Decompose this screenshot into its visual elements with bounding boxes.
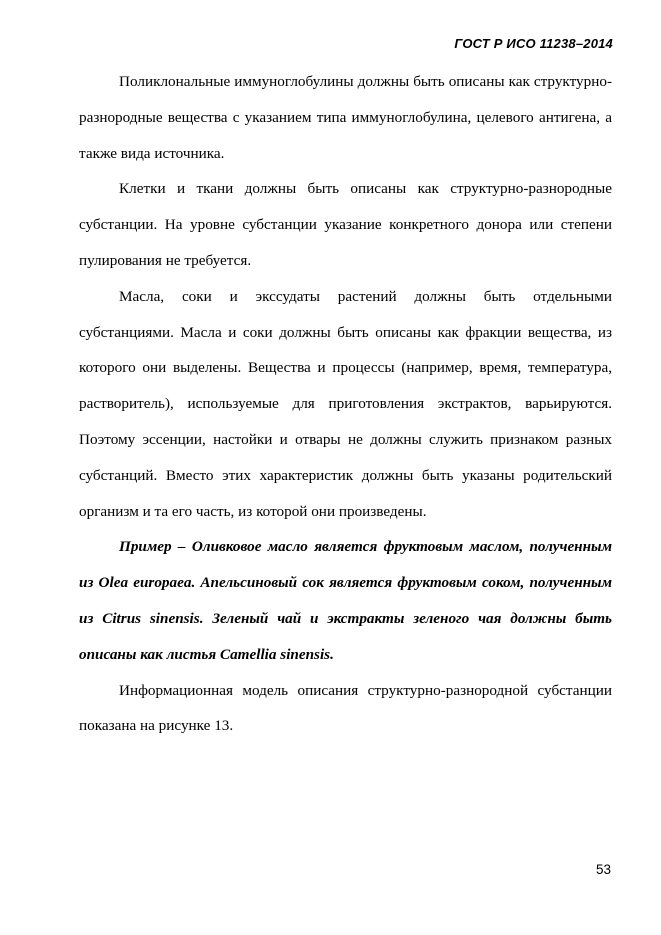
page-number: 53 [595,862,611,877]
paragraph-oils-juices-exudates: Масла, соки и экссудаты растений должны быть отдельными субстанциями. Масла и соки должны быть описаны как фракции вещества, из которого они выделены. Вещества и процессы (например, время, температура, растворитель), используемые для приготовления экстрактов, варьируются. Поэтому эссенции, настойки и отвары не должны служить признаком разных субстанций. Вместо этих характеристик должны быть указаны родительский организм и та его часть, из которой они произведены. [79,287,612,520]
paragraph-example: Пример – Оливковое масло является фруктовым маслом, полученным из Olea europaea. Апельсиновый сок является фруктовым соком, полученным из Citrus sinensis. Зеленый чай и экстракты зеленого чая должны быть описаны как листья Camellia sinensis. [79,538,612,663]
paragraph-information-model: Информационная модель описания структурно-разнородной субстанции показана на рисунке 13. [79,681,612,735]
paragraph-cells-and-tissues: Клетки и ткани должны быть описаны как структурно-разнородные субстанции. На уровне субстанции указание конкретного донора или степени пулирования не требуется. [79,180,612,269]
document-header-standard-code: ГОСТ Р ИСО 11238–2014 [454,36,613,51]
paragraph-polyclonal-immunoglobulins: Поликлональные иммуноглобулины должны быть описаны как структурно-разнородные вещества с указанием типа иммуноглобулина, целевого антигена, а также вида источника. [79,73,612,162]
document-body [79,64,612,744]
